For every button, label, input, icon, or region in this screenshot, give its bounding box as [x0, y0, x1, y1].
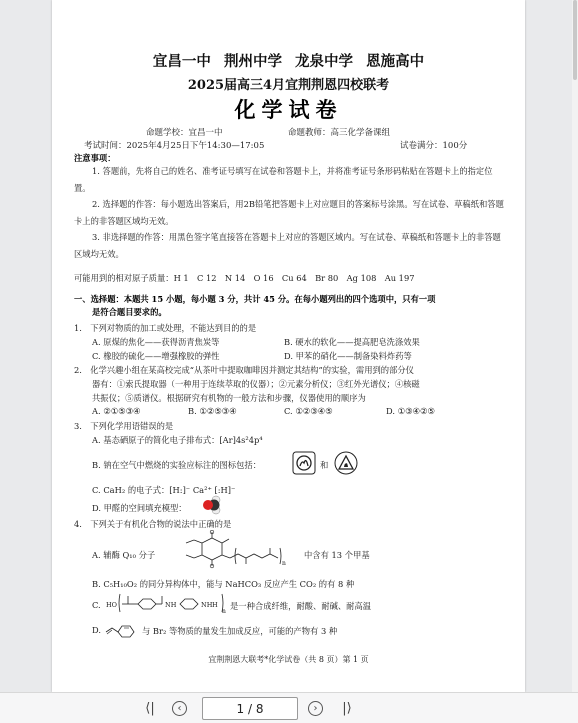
q3-option-c: C. CaH₂ 的电子式：[H:]⁻ Ca²⁺ [:H]⁻ — [92, 485, 236, 495]
vertical-scrollbar[interactable] — [572, 0, 578, 692]
q4-option-c-nh-1: NH — [165, 601, 177, 609]
last-page-icon: |⟩ — [342, 700, 352, 716]
note-2: 2. 选择题的作答：每小题选出答案后，用2B铅笔把答题卡上对应题目的答案标号涂黑。写在试卷、草稿纸和答题卡上的非答题区域均无效。 — [74, 199, 504, 226]
last-page-button[interactable] — [338, 699, 356, 717]
pdf-toolbar — [0, 692, 578, 723]
q4-stem: 4. 下列关于有机化合物的说法中正确的是 — [74, 519, 232, 529]
fire-hazard-icon — [334, 451, 358, 475]
page-indicator: 1 / 8 — [236, 701, 264, 716]
q4-option-c-prefix: C. — [92, 600, 101, 610]
q3-option-a: A. 基态硒原子的简化电子排布式：[Ar]4s²4p⁴ — [92, 435, 263, 445]
hot-hazard-icon — [292, 451, 316, 475]
styrene-derivative-structure — [104, 618, 142, 638]
exam-title: 化学试卷 — [234, 97, 343, 122]
section1-heading-cont: 是符合题目要求的。 — [92, 307, 167, 317]
chevron-left-icon: ‹ — [177, 703, 182, 714]
school-names: 宜昌一中 荆州中学 龙泉中学 恩施高中 — [152, 53, 425, 70]
q3-option-d: D. 甲醛的空间填充模型： — [92, 503, 187, 513]
exam-time: 考试时间：2025年4月25日下午14:30—17:05 — [84, 141, 265, 151]
notes-heading: 注意事项： — [74, 153, 116, 163]
q4-option-c-ho: HO — [106, 601, 117, 609]
first-page-icon: ⟨| — [145, 700, 155, 716]
section1-heading: 一、选择题：本题共 15 小题，每小题 3 分，共计 45 分。在每小题列出的四个选项中，只有一项 — [74, 294, 436, 304]
document-page — [52, 0, 525, 692]
setter-teacher: 命题教师：高三化学备课组 — [288, 128, 391, 138]
exam-subtitle: 2025届高三4月宜荆荆恩四校联考 — [187, 78, 390, 93]
q4-option-a-prefix: A. 辅酶 Q₁₀ 分子 — [92, 550, 156, 560]
q2-option-d: D. ①③④②⑤ — [386, 406, 435, 416]
q3-option-b-and: 和 — [320, 460, 329, 470]
q4-option-d-suffix: 与 Br₂ 等物质的量发生加成反应，可能的产物有 3 种 — [142, 626, 338, 636]
q3-option-b: B. 钠在空气中燃烧的实验应标注的图标包括： — [92, 460, 262, 470]
next-page-button[interactable] — [308, 701, 323, 716]
page-footer: 宜荆荆恩大联考*化学试卷（共 8 页）第 1 页 — [208, 655, 369, 664]
full-score: 试卷满分：100分 — [400, 141, 468, 151]
q1-stem: 1. 下列对物质的加工或处理，不能达到目的的是 — [74, 323, 257, 333]
q2-option-b: B. ①②⑤③④ — [188, 406, 237, 416]
q1-option-a: A. 原煤的焦化——获得沥青焦炭等 — [92, 337, 220, 347]
atomic-masses: 可能用到的相对原子质量：H 1 C 12 N 14 O 16 Cu 64 Br 80 Ag 108 Au 197 — [74, 273, 415, 283]
note-1: 1. 答题前，先将自己的姓名、准考证号填写在试卷和答题卡上，并将准考证号条形码粘贴在答题卡上的指定位置。 — [74, 166, 493, 193]
q4-option-c-n: n — [222, 608, 226, 615]
chevron-right-icon: › — [313, 703, 318, 714]
q4-option-d-prefix: D. — [92, 625, 101, 635]
q1-option-c: C. 橡胶的硫化——增强橡胶的弹性 — [92, 351, 220, 361]
q2-stem-1: 2. 化学兴趣小组在某高校完成“从茶叶中提取咖啡因并测定其结构”的实验，需用到的部分仪 — [74, 365, 414, 375]
setter-school: 命题学校：宜昌一中 — [146, 128, 223, 138]
first-page-button[interactable] — [141, 699, 159, 717]
q4-option-c-h: H — [212, 601, 218, 609]
q4-option-b: B. C₅H₁₀O₂ 的同分异构体中，能与 NaHCO₃ 反应产生 CO₂ 的有 8 种 — [92, 579, 355, 589]
formaldehyde-model-icon — [202, 495, 224, 515]
q4-option-c-suffix: 是一种合成纤维，耐酸、耐碱、耐高温 — [230, 601, 372, 611]
q4-option-a-suffix: 中含有 13 个甲基 — [304, 550, 370, 560]
q2-option-c: C. ①②③④⑤ — [284, 406, 333, 416]
q2-stem-2: 器有：①索氏提取器（一种用于连续萃取的仪器）；②元素分析仪；③红外光谱仪；④核磁 — [92, 379, 420, 389]
q4-option-a-n: n — [282, 560, 286, 567]
previous-page-button[interactable] — [172, 701, 187, 716]
q4-option-c-nh-2: NH — [201, 601, 213, 609]
q2-option-a: A. ②①⑤③④ — [92, 406, 141, 416]
scrollbar-thumb[interactable] — [573, 0, 577, 80]
q3-stem: 3. 下列化学用语错误的是 — [74, 421, 174, 431]
q1-option-b: B. 硬水的软化——提高肥皂洗涤效果 — [284, 337, 420, 347]
q1-option-d: D. 甲苯的硝化——制备染料炸药等 — [284, 351, 412, 361]
note-3: 3. 非选择题的作答：用黑色签字笔直接答在答题卡上对应的答题区域内。写在试卷、草稿纸和答题卡上的非答题区域均无效。 — [74, 232, 501, 259]
page-number-input[interactable] — [202, 697, 298, 720]
q2-stem-3: 共振仪；⑤质谱仪。根据研究有机物的一般方法和步骤，仪器使用的顺序为 — [92, 393, 366, 403]
